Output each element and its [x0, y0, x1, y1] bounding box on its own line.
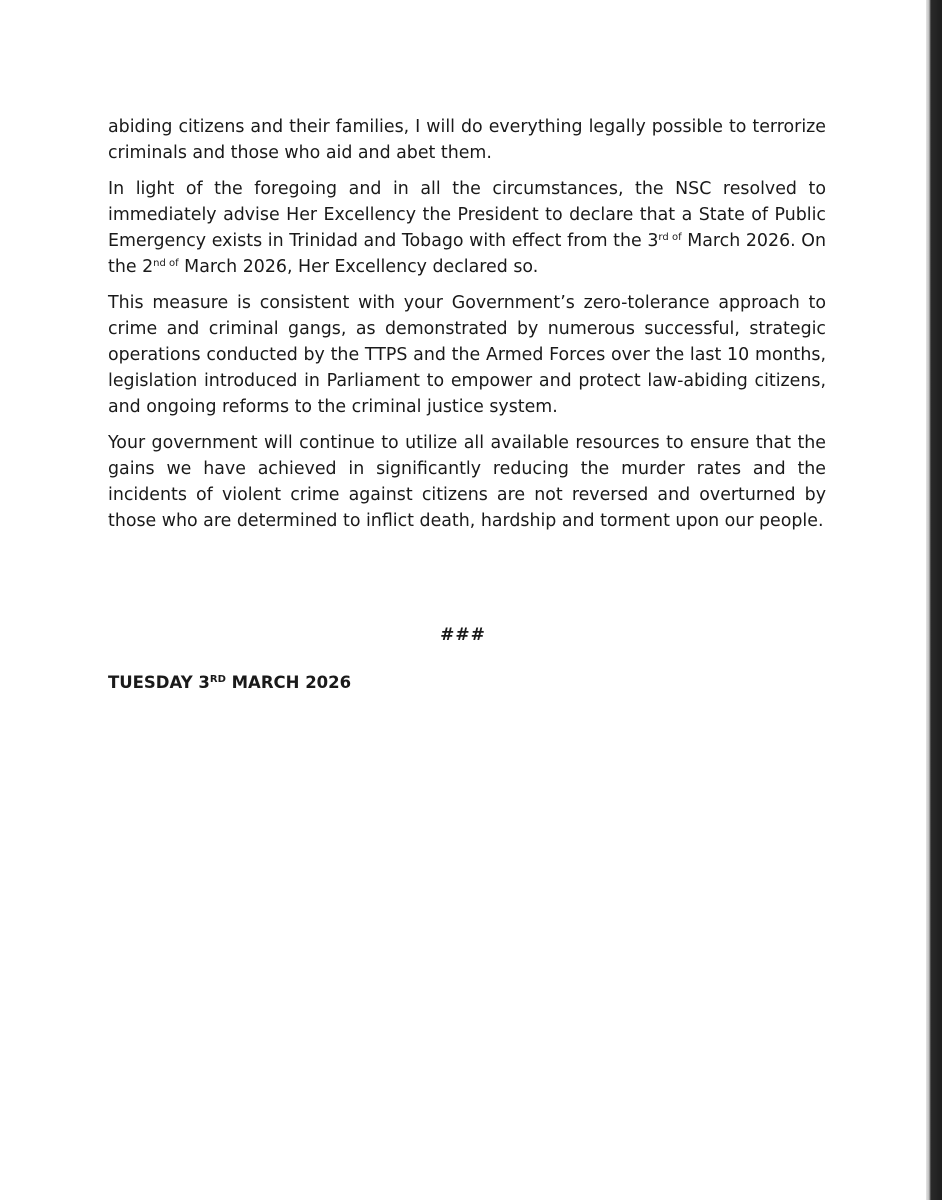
paragraph-2-text-c: March 2026, Her Excellency declared so.: [178, 257, 539, 277]
paragraph-4: Your government will continue to utilize all available resources to ensure that the gains we have achieved in significantly reducing the murder rates and the incidents of violent crime against citizens are not reversed and overturned by those who are determined to inflict death, hardship and torment upon our people.: [108, 433, 826, 531]
page-edge-shadow: [926, 0, 942, 1200]
dateline-month-year: MARCH 2026: [225, 673, 352, 692]
paragraph-3: This measure is consistent with your Government’s zero-tolerance approach to crime and criminal gangs, as demonstrated by numerous successful, strategic operations conducted by the TTPS and the Armed Forces over the last 10 months, legislation introduced in Parliament to empower and protect law-abiding citizens, and ongoing reforms to the criminal justice system.: [108, 293, 826, 417]
document-body: [108, 114, 826, 544]
dateline: [108, 673, 351, 692]
paragraph-2-superscript-a: rd of: [658, 232, 682, 243]
paragraph-2-text-b: March 2026. On the 2: [108, 231, 826, 277]
paragraph-1: abiding citizens and their families, I will do everything legally possible to terrorize criminals and those who aid and abet them.: [108, 117, 826, 163]
dateline-day: TUESDAY 3: [108, 673, 210, 692]
paragraph-2: [108, 176, 826, 280]
end-mark: ###: [440, 625, 486, 645]
dateline-superscript: RD: [209, 674, 226, 685]
paragraph-2-superscript-b: nd of: [153, 258, 179, 269]
paragraph-2-text-a: In light of the foregoing and in all the circumstances, the NSC resolved to immediately advise Her Excellency the President to declare that a State of Public Emergency exists in Trinidad and Tobago with effect from the 3: [108, 179, 826, 251]
